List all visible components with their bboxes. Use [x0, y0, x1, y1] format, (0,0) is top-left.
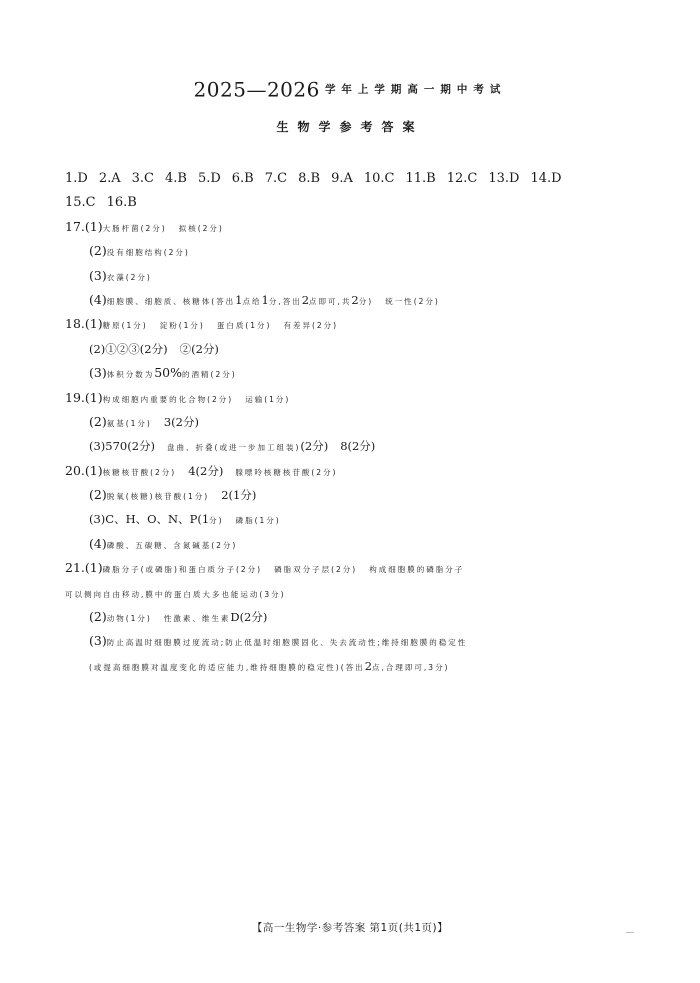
page-subtitle: 生物学参考答案 [276, 120, 424, 134]
mcq-answer: 1.D [65, 171, 88, 186]
mcq-answer: 8.B [298, 171, 321, 186]
answer-content [65, 166, 665, 678]
q21-part3-cont: (或提高细胞膜对温度变化的适应能力,维持细胞膜的稳定性)(答出2点,合理即可,3分) [89, 658, 450, 673]
q20-part1: 20.(1)核糖核苷酸(2分) 4(2分) 腺嘌呤核糖核苷酸(2分) [65, 462, 338, 478]
mcq-row-2 [65, 190, 665, 214]
q21-part1: 21.(1)磷脂分子(或磷脂)和蛋白质分子(2分) 磷脂双分子层(2分) 构成细胞膜的磷脂分子 [65, 560, 465, 576]
mcq-answer: 13.D [488, 171, 520, 186]
mcq-answer: 12.C [446, 171, 478, 186]
mcq-answer: 2.A [98, 171, 121, 186]
q21-part2: (2)动物(1分) 性激素、维生素D(2分) [89, 609, 268, 625]
mcq-answer: 9.A [331, 171, 353, 186]
q21-part3: (3)防止高温时细胞膜过度流动;防止低温时细胞膜固化、失去流动性;维持细胞膜的稳定性 [89, 633, 468, 649]
mcq-answer: 10.C [363, 171, 395, 186]
q17-part2: (2)没有细胞结构(2分) [89, 243, 190, 259]
exam-title [0, 78, 700, 101]
mcq-answer: 3.C [131, 171, 154, 186]
q19-part3: (3)570(2分) 盘曲、折叠(或进一步加工组装)(2分) 8(2分) [89, 439, 376, 454]
mcq-answer: 7.C [264, 171, 288, 186]
mcq-row-1 [65, 166, 665, 190]
exam-year: 2025—2026 [193, 77, 320, 102]
mcq-answer: 14.D [530, 171, 562, 186]
mcq-answer: 5.D [197, 171, 221, 186]
mcq-answer: 16.B [106, 195, 137, 211]
q17-part1: 17.(1)大肠杆菌(2分) 拟核(2分) [65, 218, 224, 234]
q21-part1-cont: 可以侧向自由移动,膜中的蛋白质大多也能运动(3分) [65, 589, 286, 599]
q20-part4: (4)磷酸、五碳糖、含氮碱基(2分) [89, 535, 238, 551]
mcq-answer: 11.B [405, 171, 436, 186]
mcq-answer: 15.C [65, 195, 96, 211]
q19-part1: 19.(1)构成细胞内重要的化合物(2分) 运输(1分) [65, 389, 291, 405]
q18-part2: (2)①②③(2分) ②(2分) [89, 341, 219, 356]
q18-part3: (3)体积分数为50%的酒精(2分) [89, 365, 237, 381]
mcq-answer: 6.B [231, 171, 254, 186]
q17-part3: (3)衣藻(2分) [89, 267, 152, 283]
q17-part4: (4)细胞膜、细胞质、核糖体(答出1点给1分,答出2点即可,共2分) 统一性(2分) [89, 291, 440, 307]
q18-part1: 18.(1)糖原(1分) 淀粉(1分) 蛋白质(1分) 有差异(2分) [65, 316, 339, 332]
mcq-answer: 4.B [164, 171, 187, 186]
page-footer: 【高一生物学·参考答案 第1页(共1页)】 [251, 922, 449, 934]
q20-part2: (2)脱氧(核糖)核苷酸(1分) 2(1分) [89, 487, 257, 503]
exam-term: 学年上学期高一期中考试 [324, 83, 507, 96]
footer-mark [626, 932, 634, 933]
q20-part3: (3)C、H、O、N、P(1分) 磷脂(1分) [89, 512, 281, 527]
q19-part2: (2)氨基(1分) 3(2分) [89, 413, 199, 429]
